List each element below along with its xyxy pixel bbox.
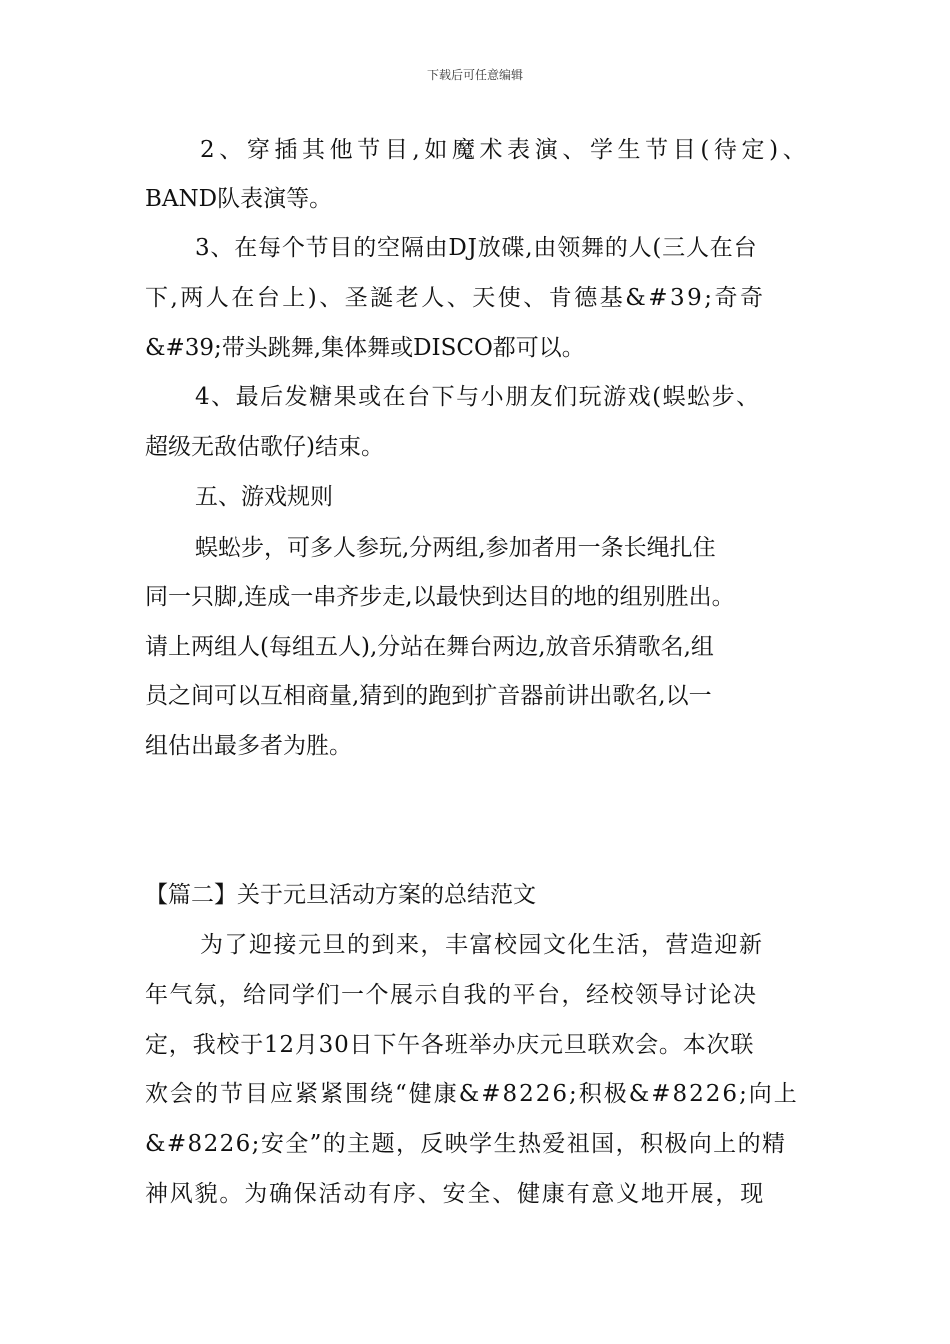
paragraph-line: 年气氛，给同学们一个展示自我的平台，经校领导讨论决 — [145, 982, 758, 1008]
paragraph-line: &#39;带头跳舞,集体舞或DISCO都可以。 — [145, 335, 585, 361]
paragraph-line: 请上两组人(每组五人),分站在舞台两边,放音乐猜歌名,组 — [145, 634, 714, 660]
paragraph-line: 员之间可以互相商量,猜到的跑到扩音器前讲出歌名,以一 — [145, 683, 712, 709]
article-title: 【篇二】关于元旦活动方案的总结范文 — [145, 882, 536, 908]
paragraph-line: BAND队表演等。 — [145, 186, 333, 212]
paragraph-line: 下,两人在台上)、圣誕老人、天使、肯德基&#39;奇奇 — [145, 285, 766, 311]
paragraph-line: &#8226;安全”的主题，反映学生热爱祖国，积极向上的精 — [145, 1131, 787, 1157]
paragraph-line: 超级无敌估歌仔)结束。 — [145, 434, 384, 460]
paragraph-line: 同一只脚,连成一串齐步走,以最快到达目的地的组别胜出。 — [145, 584, 735, 610]
paragraph-line: 4、最后发糖果或在台下与小朋友们玩游戏(蜈蚣步、 — [195, 384, 761, 410]
paragraph-line: 为了迎接元旦的到来，丰富校园文化生活，营造迎新 — [200, 932, 764, 958]
paragraph-line: 蜈蚣步，可多人参玩,分两组,参加者用一条长绳扎住 — [195, 535, 716, 561]
paragraph-line: 定，我校于12月30日下午各班举办庆元旦联欢会。本次联 — [145, 1032, 755, 1058]
paragraph-line: 欢会的节目应紧紧围绕“健康&#8226;积极&#8226;向上 — [145, 1081, 799, 1107]
paragraph-line: 神风貌。为确保活动有序、安全、健康有意义地开展，现 — [145, 1181, 765, 1207]
paragraph-line: 组估出最多者为胜。 — [145, 733, 352, 759]
section-heading: 五、游戏规则 — [195, 484, 333, 510]
paragraph-line: 3、在每个节目的空隔由DJ放碟,由领舞的人(三人在台 — [195, 235, 758, 261]
page-header: 下载后可任意编辑 — [426, 68, 523, 82]
paragraph-line: 2、穿插其他节目,如魔术表演、学生节目(待定)、 — [200, 137, 811, 163]
